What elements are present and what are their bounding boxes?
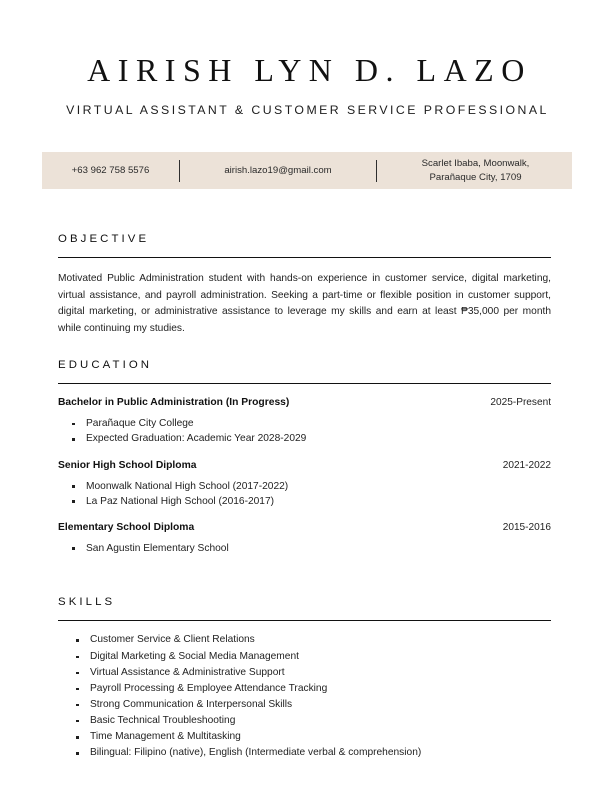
objective-text: Motivated Public Administration student with hands-on experience in customer service, digital marketing, virtual assistance, and payroll administration. Seeking a part-time or flexible position in customer support, digital marketing, or administrative assistance to leverage my skills and earn at least ₱35,000 per month while continuing my studies. (58, 273, 551, 334)
objective-section (58, 234, 551, 337)
skill-item: Virtual Assistance & Administrative Support (58, 665, 551, 681)
skills-heading: SKILLS (58, 596, 116, 608)
contact-bar (42, 152, 572, 189)
skill-item: Digital Marketing & Social Media Management (58, 649, 551, 665)
education-dates: 2025-Present (490, 397, 551, 409)
skill-item: Basic Technical Troubleshooting (58, 713, 551, 729)
contact-address-line-1: Scarlet Ibaba, Moonwalk, (421, 157, 530, 169)
contact-phone[interactable]: +63 962 758 5576 (71, 164, 150, 176)
skill-item: Time Management & Multitasking (58, 729, 551, 745)
education-degree: Elementary School Diploma (58, 521, 195, 533)
skill-item: Strong Communication & Interpersonal Skills (58, 697, 551, 713)
education-detail-list (58, 416, 551, 446)
education-degree: Senior High School Diploma (58, 459, 197, 471)
education-detail-item: La Paz National High School (2016-2017) (58, 494, 551, 509)
education-detail-item: Parañaque City College (58, 416, 551, 431)
education-entry-list (58, 397, 551, 556)
education-detail-list (58, 479, 551, 509)
skill-item: Customer Service & Client Relations (58, 632, 551, 648)
skills-rule (58, 620, 551, 621)
objective-rule (58, 257, 551, 258)
education-rule (58, 383, 551, 384)
objective-heading: OBJECTIVE (58, 233, 150, 245)
education-detail-item: Moonwalk National High School (2017-2022) (58, 479, 551, 494)
education-detail-list (58, 541, 551, 556)
skill-item: Payroll Processing & Employee Attendance Tracking (58, 681, 551, 697)
skills-section (58, 597, 551, 761)
education-entry-header (58, 397, 551, 410)
education-entry (58, 522, 551, 556)
education-degree: Bachelor in Public Administration (In Progress) (58, 397, 290, 409)
resume-header (0, 0, 612, 117)
candidate-job-title: VIRTUAL ASSISTANT & CUSTOMER SERVICE PROFESSIONAL (66, 102, 549, 117)
education-dates: 2015-2016 (502, 521, 551, 533)
education-detail-item: San Agustin Elementary School (58, 541, 551, 556)
contact-address-line-2: Parañaque City, 1709 (429, 171, 522, 183)
education-entry-header (58, 522, 551, 535)
skills-item-list (58, 632, 551, 761)
skill-item: Bilingual: Filipino (native), English (Intermediate verbal & comprehension) (58, 745, 551, 761)
education-dates: 2021-2022 (502, 459, 551, 471)
contact-email[interactable]: airish.lazo19@gmail.com (224, 164, 332, 176)
education-entry-header (58, 460, 551, 473)
education-heading: EDUCATION (58, 359, 153, 371)
education-detail-item: Expected Graduation: Academic Year 2028-2029 (58, 431, 551, 446)
education-section (58, 360, 551, 556)
education-entry (58, 397, 551, 446)
contact-address (377, 157, 574, 185)
education-entry (58, 460, 551, 509)
candidate-name: AIRISH LYN D. LAZO (87, 52, 532, 88)
